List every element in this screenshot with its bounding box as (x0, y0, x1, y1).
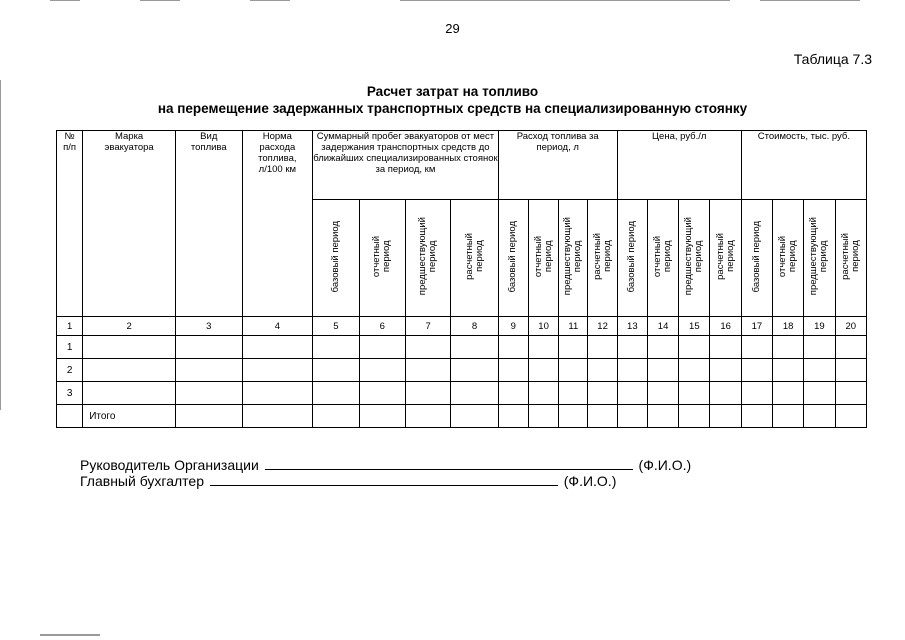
table-cell[interactable] (710, 405, 741, 428)
table-cell[interactable] (741, 359, 772, 382)
director-signature-field[interactable] (265, 455, 633, 470)
accountant-signature-field[interactable] (210, 471, 558, 486)
table-cell[interactable] (313, 336, 359, 359)
period-header (451, 200, 498, 317)
period-header (528, 200, 558, 317)
table-cell[interactable] (679, 405, 710, 428)
period-header-label: базовый период (750, 220, 762, 293)
table-cell[interactable] (559, 382, 588, 405)
period-header-label: базовый период (507, 220, 519, 293)
column-number: 4 (242, 317, 313, 336)
scan-edge-mark (400, 0, 730, 1)
table-cell[interactable] (710, 382, 741, 405)
table-cell[interactable] (773, 382, 804, 405)
scan-edge-mark (760, 0, 860, 1)
header-tow-truck-brand: Марка эвакуатора (83, 131, 176, 317)
table-cell[interactable] (804, 382, 835, 405)
table-cell[interactable] (804, 405, 835, 428)
column-number: 19 (804, 317, 835, 336)
period-header-label: базовый период (626, 220, 638, 293)
column-number: 11 (559, 317, 588, 336)
table-cell[interactable] (559, 405, 588, 428)
total-label: Итого (83, 405, 176, 428)
table-cell[interactable] (617, 359, 647, 382)
table-row (57, 382, 867, 405)
row-number: 1 (57, 336, 83, 359)
column-number: 20 (835, 317, 866, 336)
table-cell[interactable] (242, 359, 313, 382)
table-cell[interactable] (647, 336, 678, 359)
table-cell[interactable] (559, 336, 588, 359)
table-cell[interactable] (679, 336, 710, 359)
table-cell[interactable] (405, 382, 450, 405)
table-cell[interactable] (741, 405, 772, 428)
table-cell[interactable] (176, 359, 243, 382)
table-cell[interactable] (359, 359, 405, 382)
column-number: 17 (741, 317, 772, 336)
period-header-label: отчетный период (532, 235, 554, 278)
table-cell[interactable] (451, 359, 498, 382)
period-header (498, 200, 528, 317)
period-header-label: предшествующий период (808, 217, 830, 296)
table-cell[interactable] (647, 405, 678, 428)
column-number: 18 (773, 317, 804, 336)
table-cell[interactable] (242, 405, 313, 428)
scan-edge-mark (50, 0, 80, 1)
period-header-label: расчетный период (714, 233, 736, 280)
page-number: 29 (445, 21, 460, 36)
period-header-label: отчетный период (652, 235, 674, 278)
period-header (647, 200, 678, 317)
table-cell[interactable] (804, 336, 835, 359)
table-cell[interactable] (773, 359, 804, 382)
column-number: 16 (710, 317, 741, 336)
period-header-label: отчетный период (777, 235, 799, 278)
table-cell[interactable] (679, 382, 710, 405)
column-number: 15 (679, 317, 710, 336)
period-header-label: базовый период (329, 220, 341, 293)
column-number: 14 (647, 317, 678, 336)
column-number: 5 (313, 317, 359, 336)
period-header-label: расчетный период (591, 233, 613, 280)
table-cell[interactable] (617, 336, 647, 359)
table-cell[interactable] (242, 382, 313, 405)
period-header (773, 200, 804, 317)
table-cell[interactable] (679, 359, 710, 382)
header-price: Цена, руб./л (617, 131, 741, 200)
table-cell[interactable] (313, 382, 359, 405)
period-header (835, 200, 866, 317)
table-cell[interactable] (710, 359, 741, 382)
table-cell[interactable] (451, 336, 498, 359)
table-cell[interactable] (528, 405, 558, 428)
column-number: 13 (617, 317, 647, 336)
table-cell[interactable] (313, 405, 359, 428)
period-header (588, 200, 617, 317)
period-header-label: расчетный период (463, 233, 485, 280)
table-cell[interactable] (588, 359, 617, 382)
table-cell[interactable] (588, 405, 617, 428)
table-cell[interactable] (710, 336, 741, 359)
table-cell[interactable] (528, 382, 558, 405)
period-header-label: предшествующий период (417, 217, 439, 296)
table-cell[interactable] (176, 382, 243, 405)
column-number: 9 (498, 317, 528, 336)
period-header (741, 200, 772, 317)
header-cost: Стоимость, тыс. руб. (741, 131, 866, 200)
table-cell[interactable] (242, 336, 313, 359)
director-name-hint: (Ф.И.О.) (638, 457, 692, 473)
header-fuel-norm: Норма расхода топлива, л/100 км (242, 131, 313, 317)
header-total-mileage: Суммарный пробег эвакуаторов от мест задержания транспортных средств до ближайших специализированных стоянок за период, км (313, 131, 499, 200)
table-cell[interactable] (498, 382, 528, 405)
table-cell[interactable] (528, 336, 558, 359)
period-header-label: предшествующий период (683, 217, 705, 296)
table-cell[interactable] (313, 359, 359, 382)
table-cell[interactable] (83, 336, 176, 359)
table-cell[interactable] (451, 405, 498, 428)
table-label: Таблица 7.3 (793, 51, 872, 67)
period-header (804, 200, 835, 317)
table-row (57, 359, 867, 382)
table-cell[interactable] (617, 382, 647, 405)
table-cell[interactable] (359, 382, 405, 405)
period-header-label: расчетный период (839, 233, 861, 280)
table-cell[interactable] (773, 336, 804, 359)
period-header (559, 200, 588, 317)
table-cell[interactable] (498, 405, 528, 428)
table-cell[interactable] (741, 336, 772, 359)
table-cell[interactable] (647, 359, 678, 382)
row-number: 3 (57, 382, 83, 405)
table-cell[interactable] (835, 336, 866, 359)
fuel-cost-table (56, 130, 867, 428)
column-number: 7 (405, 317, 450, 336)
document-subtitle: на перемещение задержанных транспортных средств на специализированную стоянку (157, 101, 748, 116)
signature-line-accountant (80, 471, 616, 489)
column-number: 8 (451, 317, 498, 336)
table-cell[interactable] (451, 382, 498, 405)
table-cell[interactable] (176, 336, 243, 359)
table-cell[interactable] (835, 382, 866, 405)
column-number: 10 (528, 317, 558, 336)
column-number: 12 (588, 317, 617, 336)
table-cell[interactable] (804, 359, 835, 382)
table-cell[interactable] (405, 405, 450, 428)
scan-edge-mark (250, 0, 290, 1)
table-cell[interactable] (498, 359, 528, 382)
table-cell[interactable] (176, 405, 243, 428)
table-cell[interactable] (835, 359, 866, 382)
scan-edge-mark (0, 80, 1, 410)
table-cell[interactable] (835, 405, 866, 428)
director-label: Руководитель Организации (80, 457, 259, 473)
table-cell[interactable] (588, 336, 617, 359)
row-number: 2 (57, 359, 83, 382)
header-fuel-type: Вид топлива (176, 131, 243, 317)
table-cell[interactable] (405, 359, 450, 382)
scan-edge-mark (140, 0, 180, 1)
column-number: 2 (83, 317, 176, 336)
table-cell[interactable] (647, 382, 678, 405)
column-number: 1 (57, 317, 83, 336)
table-cell (57, 405, 83, 428)
table-cell[interactable] (359, 336, 405, 359)
table-cell[interactable] (588, 382, 617, 405)
table-cell[interactable] (773, 405, 804, 428)
table-cell[interactable] (83, 359, 176, 382)
table-cell[interactable] (617, 405, 647, 428)
accountant-name-hint: (Ф.И.О.) (563, 473, 617, 489)
period-header (359, 200, 405, 317)
table-cell[interactable] (528, 359, 558, 382)
header-fuel-consumption: Расход топлива за период, л (498, 131, 617, 200)
table-cell[interactable] (498, 336, 528, 359)
accountant-label: Главный бухгалтер (80, 473, 204, 489)
table-row (57, 336, 867, 359)
document-title: Расчет затрат на топливо (366, 84, 539, 99)
period-header (405, 200, 450, 317)
period-header (313, 200, 359, 317)
total-row (57, 405, 867, 428)
period-header-label: отчетный период (371, 235, 393, 278)
header-number: № п/п (57, 131, 83, 317)
scan-edge-mark (40, 634, 100, 636)
table-cell[interactable] (405, 336, 450, 359)
period-header-label: предшествующий период (562, 217, 584, 296)
column-number: 6 (359, 317, 405, 336)
period-header (617, 200, 647, 317)
column-number: 3 (176, 317, 243, 336)
period-header (679, 200, 710, 317)
table-cell[interactable] (83, 382, 176, 405)
table-cell[interactable] (741, 382, 772, 405)
table-cell[interactable] (359, 405, 405, 428)
period-header (710, 200, 741, 317)
table-cell[interactable] (559, 359, 588, 382)
